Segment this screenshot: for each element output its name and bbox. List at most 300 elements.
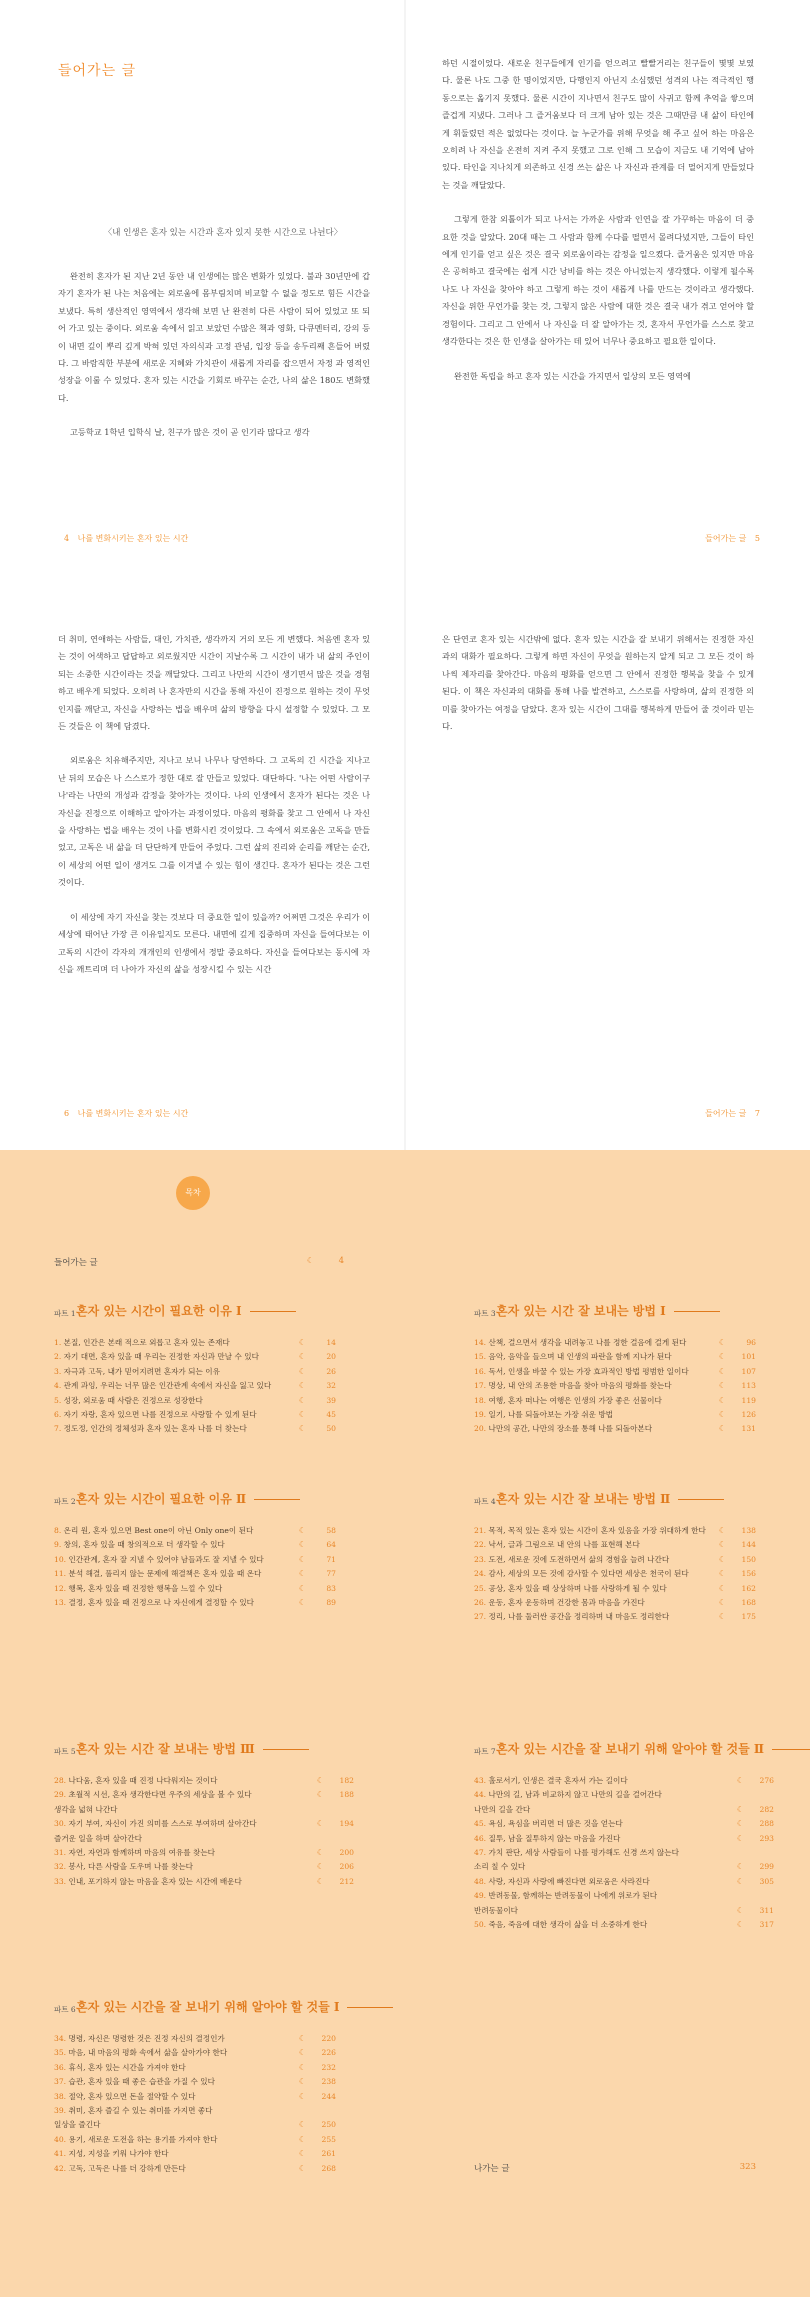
toc-entry[interactable] bbox=[474, 1817, 774, 1831]
entry-title: 초월적 시선, 혼자 생각한다면 우주의 세상을 볼 수 있다 bbox=[68, 1790, 252, 1800]
entry-title: 지성, 지성을 키워 나가야 한다 bbox=[68, 2149, 169, 2159]
toc-intro-entry[interactable] bbox=[54, 1256, 344, 1268]
moon-icon: ☾ bbox=[316, 1819, 324, 1829]
entry-page: 244 bbox=[321, 2091, 336, 2101]
moon-icon: ☾ bbox=[736, 1905, 744, 1915]
part-number: 파트 2 bbox=[54, 1497, 76, 1506]
paragraph: 더 취미, 연애하는 사람들, 대인, 가치관, 생각까지 거의 모든 게 변했다. 처음엔 혼자 있는 것이 어색하고 답답하고 외로웠지만 시간이 지날수록 그 시간이 내가 내 삶의 주인이 되는 소중한 시간이라는 것을 깨달았다. 그리고 나만의 시간이 생기면서 많은 것을 경험하고 배우게 되었다. 오히려 나 혼자만의 시간을 통해 자신이 진정으로 원하는 것이 무엇인지를 깨닫고, 자신을 사랑하는 법을 배우며 삶의 방향을 다시 설정할 수 있었다. 그 모든 것들은 이 책에 담겼다. bbox=[58, 634, 370, 732]
entry-page: 64 bbox=[326, 1540, 336, 1550]
moon-icon: ☾ bbox=[718, 1597, 726, 1607]
body-text bbox=[442, 55, 754, 385]
entry-number: 28. bbox=[54, 1776, 67, 1785]
entry-title: 즐거운 일을 하며 살아간다 bbox=[54, 1833, 142, 1843]
toc-entry[interactable] bbox=[54, 2046, 336, 2060]
entry-number: 18. bbox=[474, 1395, 487, 1405]
entry-number: 38. bbox=[54, 2091, 67, 2101]
entry-page: 182 bbox=[339, 1776, 354, 1785]
entry-number: 32. bbox=[54, 1862, 67, 1872]
moon-icon: ☾ bbox=[718, 1526, 726, 1535]
entry-number: 31. bbox=[54, 1847, 67, 1857]
entry-number: 21. bbox=[474, 1526, 487, 1535]
entry-list bbox=[474, 1336, 756, 1437]
entry-number: 47. bbox=[474, 1847, 487, 1857]
moon-icon: ☾ bbox=[298, 1366, 306, 1376]
entry-title: 여행, 혼자 떠나는 여행은 인생의 가장 좋은 선물이다 bbox=[488, 1395, 662, 1405]
entry-label: 들어가는 글 bbox=[54, 1258, 98, 1268]
moon-icon: ☾ bbox=[298, 2034, 306, 2043]
entry-page: 83 bbox=[326, 1583, 336, 1593]
toc-entry[interactable] bbox=[474, 1875, 774, 1889]
entry-number: 25. bbox=[474, 1583, 487, 1593]
moon-icon: ☾ bbox=[298, 1395, 306, 1405]
moon-icon: ☾ bbox=[718, 1409, 726, 1419]
moon-icon: ☾ bbox=[298, 1540, 306, 1550]
moon-icon: ☾ bbox=[298, 1409, 306, 1419]
moon-icon: ☾ bbox=[718, 1395, 726, 1405]
moon-icon: ☾ bbox=[736, 1833, 744, 1843]
toc-entry[interactable] bbox=[54, 1538, 336, 1552]
title-rule bbox=[250, 1311, 296, 1312]
entry-number: 43. bbox=[474, 1776, 487, 1785]
title-rule bbox=[678, 1499, 724, 1500]
entry-number: 16. bbox=[474, 1366, 487, 1376]
entry-title: 성장, 외로움 때 사람은 진정으로 성장한다 bbox=[63, 1395, 203, 1405]
entry-number: 40. bbox=[54, 2134, 67, 2144]
toc-entry[interactable] bbox=[474, 1408, 756, 1422]
entry-title: 인간관계, 혼자 잘 지낼 수 있어야 남들과도 잘 지낼 수 있다 bbox=[68, 1554, 264, 1564]
moon-icon: ☾ bbox=[736, 1919, 744, 1929]
toc-entry[interactable] bbox=[54, 1582, 336, 1596]
entry-number: 6. bbox=[54, 1409, 62, 1419]
moon-icon: ☾ bbox=[316, 1790, 324, 1800]
footer-text: 나를 변화시키는 혼자 있는 시간 bbox=[77, 1109, 189, 1118]
part-number: 파트 7 bbox=[474, 1747, 496, 1756]
toc-entry[interactable] bbox=[54, 1567, 336, 1581]
entry-number: 4. bbox=[54, 1381, 62, 1391]
moon-icon: ☾ bbox=[298, 1526, 306, 1535]
entry-page: 311 bbox=[759, 1905, 774, 1915]
toc-entry[interactable] bbox=[54, 2075, 336, 2089]
toc-part-7 bbox=[474, 1740, 774, 1932]
entry-list bbox=[54, 1524, 336, 1610]
entry-number: 3. bbox=[54, 1366, 62, 1376]
entry-page: 175 bbox=[741, 1612, 756, 1622]
part-number: 파트 3 bbox=[474, 1309, 496, 1318]
entry-number: 27. bbox=[474, 1612, 487, 1622]
title-rule bbox=[772, 1749, 810, 1750]
entry-title: 습관, 혼자 있을 때 좋은 습관을 가질 수 있다 bbox=[68, 2077, 215, 2087]
entry-number: 33. bbox=[54, 1876, 67, 1886]
toc-entry[interactable] bbox=[474, 1918, 774, 1932]
toc-entry[interactable] bbox=[474, 1553, 756, 1567]
entry-page: 162 bbox=[741, 1583, 756, 1593]
entry-list bbox=[54, 2032, 336, 2176]
toc-entry[interactable] bbox=[54, 1832, 354, 1846]
entry-page: 39 bbox=[326, 1395, 336, 1405]
moon-icon: ☾ bbox=[306, 1256, 314, 1265]
page-6 bbox=[0, 575, 404, 1150]
toc-entry[interactable] bbox=[474, 1596, 756, 1610]
entry-number: 20. bbox=[474, 1424, 487, 1434]
moon-icon: ☾ bbox=[298, 1381, 306, 1391]
entry-page: 77 bbox=[326, 1569, 336, 1579]
entry-number: 50. bbox=[474, 1919, 487, 1929]
entry-title: 명령, 자신은 명령한 것은 진정 자신의 결정인가 bbox=[68, 2034, 225, 2043]
page-number: 7 bbox=[754, 1109, 760, 1118]
toc-entry[interactable] bbox=[474, 1788, 774, 1802]
paragraph: 은 단연코 혼자 있는 시간밖에 없다. 혼자 있는 시간을 잘 보내기 위해서는 진정한 자신과의 대화가 필요하다. 그렇게 하면 자신이 무엇을 원하는지 알게 되고 그 모든 것이 하나씩 제자리를 찾아간다. 마음의 평화를 얻으면 그 안에서 진정한 행복을 찾을 수 있게 된다. 이 책은 자신과의 대화를 통해 나를 발견하고, 스스로를 사랑하며, 삶의 진정한 의미를 찾아가는 여정을 담았다. 혼자 있는 시간이 그대를 행복하게 만들어 줄 것이라 믿는다. bbox=[442, 634, 754, 732]
entry-page: 276 bbox=[759, 1776, 774, 1785]
entry-title: 정리, 나를 둘러싼 공간을 정리하며 내 마음도 정리한다 bbox=[488, 1612, 670, 1622]
toc-entry[interactable] bbox=[54, 2147, 336, 2161]
entry-title: 취미, 혼자 즐길 수 있는 취미를 가지면 좋다 bbox=[68, 2105, 213, 2115]
moon-icon: ☾ bbox=[298, 2163, 306, 2173]
toc-entry[interactable] bbox=[54, 2118, 336, 2132]
entry-page: 14 bbox=[326, 1338, 336, 1347]
entry-list bbox=[54, 1774, 354, 1889]
entry-number: 29. bbox=[54, 1790, 67, 1800]
entry-title: 감사, 세상의 모든 것에 감사할 수 있다면 세상은 천국이 된다 bbox=[488, 1569, 689, 1579]
moon-icon: ☾ bbox=[298, 2062, 306, 2072]
entry-title: 생각을 넓혀 나간다 bbox=[54, 1804, 118, 1814]
toc-entry[interactable] bbox=[474, 1394, 756, 1408]
toc-entry[interactable] bbox=[54, 1408, 336, 1422]
entry-page: 317 bbox=[759, 1919, 774, 1929]
part-title-text: 혼자 있는 시간이 필요한 이유 Ⅱ bbox=[76, 1492, 247, 1506]
part-header bbox=[474, 1490, 756, 1512]
toc-entry[interactable] bbox=[54, 1860, 354, 1874]
entry-page: 26 bbox=[326, 1366, 336, 1376]
part-title bbox=[496, 1740, 810, 1757]
entry-page: 107 bbox=[741, 1366, 756, 1376]
entry-title: 일기, 나를 되돌아보는 가장 쉬운 방법 bbox=[488, 1409, 614, 1419]
toc-part-1 bbox=[54, 1302, 336, 1437]
toc-entry[interactable] bbox=[54, 2104, 336, 2118]
page-7 bbox=[406, 575, 810, 1150]
toc-entry[interactable] bbox=[54, 1774, 354, 1788]
entry-page: 305 bbox=[759, 1876, 774, 1886]
toc-badge: 목차 bbox=[176, 1176, 210, 1210]
toc-entry[interactable] bbox=[54, 1596, 336, 1610]
moon-icon: ☾ bbox=[298, 1338, 306, 1347]
page-footer bbox=[58, 533, 188, 544]
entry-page: 4 bbox=[338, 1256, 344, 1266]
entry-number: 17. bbox=[474, 1381, 487, 1391]
body-text bbox=[58, 268, 370, 442]
entry-title: 사랑, 자신과 사랑에 빠진다면 외로움은 사라진다 bbox=[488, 1876, 650, 1886]
entry-title: 목적, 목적 있는 혼자 있는 시간이 혼자 있음을 가장 위대하게 한다 bbox=[488, 1526, 706, 1535]
entry-title: 명상, 내 안의 조용한 마음을 찾아 마음의 평화를 찾는다 bbox=[488, 1381, 672, 1391]
toc-part-5 bbox=[54, 1740, 354, 1889]
entry-number: 30. bbox=[54, 1819, 67, 1829]
moon-icon: ☾ bbox=[736, 1819, 744, 1829]
toc-part-4 bbox=[474, 1490, 756, 1625]
toc-entry[interactable] bbox=[54, 1817, 354, 1831]
entry-number: 46. bbox=[474, 1833, 487, 1843]
toc-entry[interactable] bbox=[474, 1860, 774, 1874]
entry-page: 138 bbox=[741, 1526, 756, 1535]
moon-icon: ☾ bbox=[316, 1862, 324, 1872]
moon-icon: ☾ bbox=[718, 1352, 726, 1362]
entry-number: 2. bbox=[54, 1352, 62, 1362]
page-footer bbox=[705, 533, 766, 544]
toc-entry[interactable] bbox=[54, 1788, 354, 1802]
part-title bbox=[76, 1998, 393, 2015]
toc-part-3 bbox=[474, 1302, 756, 1437]
toc-entry[interactable] bbox=[474, 1803, 774, 1817]
moon-icon: ☾ bbox=[736, 1776, 744, 1785]
entry-page: 206 bbox=[339, 1862, 354, 1872]
entry-title: 공상, 혼자 있을 때 상상하며 나를 사랑하게 될 수 있다 bbox=[488, 1583, 667, 1593]
entry-number: 13. bbox=[54, 1597, 67, 1607]
toc-entry[interactable] bbox=[474, 1567, 756, 1581]
entry-page: 226 bbox=[321, 2048, 336, 2058]
entry-page: 58 bbox=[326, 1526, 336, 1535]
moon-icon: ☾ bbox=[298, 2091, 306, 2101]
entry-number: 42. bbox=[54, 2163, 67, 2173]
toc-entry[interactable] bbox=[474, 1846, 774, 1860]
spread-2 bbox=[0, 575, 810, 1150]
entry-page: 144 bbox=[741, 1540, 756, 1550]
entry-page: 250 bbox=[321, 2120, 336, 2130]
entry-page: 45 bbox=[326, 1409, 336, 1419]
entry-page: 261 bbox=[321, 2149, 336, 2159]
moon-icon: ☾ bbox=[718, 1424, 726, 1434]
toc-part-2 bbox=[54, 1490, 336, 1610]
entry-page: 101 bbox=[741, 1352, 756, 1362]
toc-entry[interactable] bbox=[474, 1379, 756, 1393]
toc-entry[interactable] bbox=[54, 1365, 336, 1379]
toc-entry[interactable] bbox=[54, 2133, 336, 2147]
part-title bbox=[76, 1490, 300, 1507]
toc-entry[interactable] bbox=[54, 1379, 336, 1393]
part-header bbox=[54, 1302, 336, 1324]
page-subtitle: 〈내 인생은 혼자 있는 시간과 혼자 있지 못한 시간으로 나뉜다〉 bbox=[103, 228, 343, 238]
page-footer bbox=[58, 1108, 188, 1119]
toc-entry[interactable] bbox=[54, 2090, 336, 2104]
toc-entry[interactable] bbox=[474, 1365, 756, 1379]
entry-number: 36. bbox=[54, 2062, 67, 2072]
toc-entry[interactable] bbox=[54, 1803, 354, 1817]
moon-icon: ☾ bbox=[316, 1876, 324, 1886]
moon-icon: ☾ bbox=[316, 1776, 324, 1785]
entry-title: 온리 원, 혼자 있으면 Best one이 아닌 Only one이 된다 bbox=[63, 1526, 254, 1535]
toc-entry[interactable] bbox=[54, 1875, 354, 1889]
footer-text: 나를 변화시키는 혼자 있는 시간 bbox=[77, 534, 189, 543]
entry-title: 자기 대면, 혼자 있을 때 우리는 진정한 자신과 만날 수 있다 bbox=[63, 1352, 259, 1362]
entry-page: 293 bbox=[759, 1833, 774, 1843]
entry-page: 299 bbox=[759, 1862, 774, 1872]
entry-title: 낙서, 글과 그림으로 내 안의 나를 표현해 본다 bbox=[488, 1540, 640, 1550]
toc-entry[interactable] bbox=[54, 1524, 336, 1538]
entry-title: 본질, 인간은 본래 적으로 외롭고 혼자 있는 존재다 bbox=[63, 1338, 230, 1347]
toc-entry[interactable] bbox=[474, 1832, 774, 1846]
entry-page: 126 bbox=[741, 1409, 756, 1419]
entry-title: 고독, 고독은 나를 더 강하게 만든다 bbox=[68, 2163, 186, 2173]
page-footer bbox=[705, 1108, 766, 1119]
entry-number: 24. bbox=[474, 1569, 487, 1579]
entry-page: 131 bbox=[741, 1424, 756, 1434]
entry-number: 11. bbox=[54, 1569, 67, 1579]
spread-1 bbox=[0, 0, 810, 575]
part-number: 파트 6 bbox=[54, 2005, 76, 2014]
part-number: 파트 5 bbox=[54, 1747, 76, 1756]
entry-title: 휴식, 혼자 있는 시간을 가져야 한다 bbox=[68, 2062, 186, 2072]
toc-entry[interactable] bbox=[474, 1422, 756, 1436]
entry-number: 39. bbox=[54, 2105, 67, 2115]
toc-entry[interactable] bbox=[54, 1846, 354, 1860]
toc-entry[interactable] bbox=[54, 1336, 336, 1350]
entry-number: 26. bbox=[474, 1597, 487, 1607]
body-text bbox=[58, 631, 370, 978]
entry-page: 50 bbox=[326, 1424, 336, 1434]
page-4 bbox=[0, 0, 404, 575]
moon-icon: ☾ bbox=[718, 1612, 726, 1622]
part-title-text: 혼자 있는 시간 잘 보내는 방법 Ⅱ bbox=[496, 1492, 671, 1506]
entry-number: 15. bbox=[474, 1352, 487, 1362]
page-number: 5 bbox=[754, 534, 760, 543]
part-title bbox=[496, 1490, 724, 1507]
page-5 bbox=[406, 0, 810, 575]
part-title-text: 혼자 있는 시간이 필요한 이유 Ⅰ bbox=[76, 1304, 242, 1318]
entry-title: 반려동물이다 bbox=[474, 1905, 519, 1915]
entry-page: 20 bbox=[326, 1352, 336, 1362]
entry-number: 49. bbox=[474, 1891, 487, 1901]
moon-icon: ☾ bbox=[298, 1352, 306, 1362]
moon-icon: ☾ bbox=[298, 1554, 306, 1564]
entry-title: 관계 과잉, 우리는 너무 많은 인간관계 속에서 자신을 잃고 있다 bbox=[63, 1381, 272, 1391]
moon-icon: ☾ bbox=[718, 1583, 726, 1593]
entry-title: 자연, 자연과 함께하며 마음의 여유를 찾는다 bbox=[68, 1847, 216, 1857]
toc-entry[interactable] bbox=[474, 1336, 756, 1350]
page-title: 들어가는 글 bbox=[58, 63, 137, 79]
part-header bbox=[474, 1302, 756, 1324]
moon-icon: ☾ bbox=[298, 1424, 306, 1434]
entry-title: 분석 해결, 풀리지 않는 문제에 해결책은 혼자 있을 때 온다 bbox=[68, 1569, 262, 1579]
entry-title: 용기, 새로운 도전을 하는 용기를 가져야 한다 bbox=[68, 2134, 218, 2144]
entry-page: 119 bbox=[741, 1395, 756, 1405]
entry-title: 인내, 포기하지 않는 마음을 혼자 있는 시간에 배운다 bbox=[68, 1876, 242, 1886]
entry-title: 나만의 공간, 나만의 장소를 통해 나를 되돌아본다 bbox=[488, 1424, 653, 1434]
entry-page: 282 bbox=[759, 1804, 774, 1814]
entry-title: 산책, 걸으면서 생각을 내려놓고 나를 정한 걸음에 걸게 된다 bbox=[488, 1338, 687, 1347]
entry-number: 45. bbox=[474, 1819, 487, 1829]
moon-icon: ☾ bbox=[736, 1862, 744, 1872]
entry-number: 8. bbox=[54, 1526, 62, 1535]
entry-number: 48. bbox=[474, 1876, 487, 1886]
toc-entry[interactable] bbox=[54, 2032, 336, 2046]
entry-number: 41. bbox=[54, 2149, 67, 2159]
part-title-text: 혼자 있는 시간 잘 보내는 방법 Ⅲ bbox=[76, 1742, 255, 1756]
entry-number: 19. bbox=[474, 1409, 487, 1419]
moon-icon: ☾ bbox=[298, 2134, 306, 2144]
entry-page: 89 bbox=[326, 1597, 336, 1607]
toc-entry[interactable] bbox=[474, 1889, 774, 1903]
moon-icon: ☾ bbox=[298, 2077, 306, 2087]
paragraph: 하던 시절이었다. 새로운 친구들에게 인기를 얻으려고 빨빨거리는 친구들이 몇몇 보였다. 물론 나도 그중 한 명이었지만, 다행인지 아닌지 소심했던 성격의 나는 적극적인 행동으로는 옮기지 못했다. 물론 시간이 지나면서 친구도 많이 사귀고 함께 추억을 쌓으며 즐겁게 지냈다. 그러나 그 즐거움보다 더 크게 남아 있는 것은 그때만큼 내 삶이 타인에게 휘둘렸던 적은 없었다는 것이다. 늘 누군가를 위해 무엇을 해 주고 싶어 하는 마음은 오히려 나 자신을 온전히 지켜 주지 못했고 그로 인해 그 모습이 지금도 내 기억에 남아 있다. 타인을 지나치게 의존하고 신경 쓰는 삶은 나 자신과 관계를 더 멀어지게 만들었다는 것을 깨달았다. bbox=[442, 58, 754, 190]
paragraph: 외로움은 치유해주지만, 지나고 보니 나무나 당연하다. 그 고독의 긴 시간을 지나고 난 뒤의 모습은 나 스스로가 정한 대로 잘 만들고 있었다. 대단하다. '나는 어떤 사람이구나'라는 나만의 개성과 감정을 찾아가는 것이다. 나의 인생에서 혼자가 된다는 것은 나 자신을 진정으로 이해하고 알아가는 과정이었다. 마음의 평화를 찾고 그 안에서 나 자신을 사랑하는 법을 배우는 것이 나를 변화시킨 것이었다. 그 속에서 외로움은 고독을 만들었고, 고독은 내 삶을 더 단단하게 만들어 주었다. 그런 삶의 진리와 순리를 깨닫는 순간, 이 세상의 어떤 일이 생겨도 그를 이겨낼 수 있는 힘이 생긴다. 혼자가 된다는 것은 그런 것이다. bbox=[58, 755, 370, 888]
part-header bbox=[54, 1490, 336, 1512]
toc-entry[interactable] bbox=[54, 1553, 336, 1567]
entry-title: 죽음, 죽음에 대한 생각이 삶을 더 소중하게 한다 bbox=[488, 1919, 648, 1929]
entry-number: 14. bbox=[474, 1338, 487, 1347]
entry-page: 168 bbox=[741, 1597, 756, 1607]
part-header bbox=[54, 1998, 340, 2020]
title-rule bbox=[263, 1749, 309, 1750]
entry-number: 9. bbox=[54, 1540, 62, 1550]
toc-entry[interactable] bbox=[474, 1610, 756, 1624]
toc-entry[interactable] bbox=[474, 1904, 774, 1918]
footer-text: 들어가는 글 bbox=[705, 1109, 747, 1118]
page-number: 4 bbox=[64, 534, 70, 543]
toc-entry[interactable] bbox=[54, 1422, 336, 1436]
entry-page: 288 bbox=[759, 1819, 774, 1829]
entry-number: 12. bbox=[54, 1583, 67, 1593]
toc-entry[interactable] bbox=[474, 1350, 756, 1364]
entry-number: 35. bbox=[54, 2048, 67, 2058]
moon-icon: ☾ bbox=[718, 1381, 726, 1391]
moon-icon: ☾ bbox=[718, 1366, 726, 1376]
toc-entry[interactable] bbox=[474, 1524, 756, 1538]
toc-entry[interactable] bbox=[54, 2162, 336, 2176]
entry-title: 질투, 남을 질투하지 않는 마음을 가진다 bbox=[488, 1833, 621, 1843]
entry-title: 운동, 혼자 운동하며 건강한 몸과 마음을 가진다 bbox=[488, 1597, 645, 1607]
part-title-text: 혼자 있는 시간 잘 보내는 방법 Ⅰ bbox=[496, 1304, 666, 1318]
toc-outro-entry[interactable] bbox=[474, 2162, 756, 2174]
entry-page: 194 bbox=[339, 1819, 354, 1829]
toc-entry[interactable] bbox=[54, 1350, 336, 1364]
toc-entry[interactable] bbox=[474, 1538, 756, 1552]
title-rule bbox=[674, 1311, 720, 1312]
entry-title: 봉사, 다른 사람을 도우며 나를 찾는다 bbox=[68, 1862, 194, 1872]
entry-title: 독서, 인생을 바꿀 수 있는 가장 효과적인 방법 평범한 일이다 bbox=[488, 1366, 689, 1376]
entry-page: 232 bbox=[321, 2062, 336, 2072]
paragraph: 그렇게 한참 외톨이가 되고 나서는 가까운 사람과 인연을 잘 가꾸하는 마음이 더 중요한 것을 알았다. 20대 때는 그 사람과 함께 수다를 떨면서 몰려다녔지만, 그들이 타인에게 인기를 얻고 싶은 것은 결국 외로움이라는 감정을 일으켰다. 즐거움은 있지만 마음은 공허하고 결국에는 쉽게 시간 낭비를 하는 것은 아니었는지 생각했다. 이렇게 될수록 나도 나 자신을 찾아야 하고 그렇게 하는 것이 새롭게 나를 만드는 것이라고 생각했다. 자신을 위한 무언가를 찾는 것, 그렇지 않은 사람에 대한 것은 결국 내가 겪고 얻어야 할 경험이다. 그리고 그 안에서 나 자신을 더 잘 알아가는 것, 혼자서 무언가를 스스로 찾고 생각한다는 것은 한 인생을 살아가는 데 있어 너무나 중요하고 필요한 일이다. bbox=[442, 214, 754, 347]
page-number: 6 bbox=[64, 1109, 70, 1118]
entry-title: 창의, 혼자 있을 때 창의적으로 더 생각할 수 있다 bbox=[63, 1540, 225, 1550]
entry-label: 나가는 글 bbox=[474, 2164, 510, 2174]
paragraph: 완전한 독립을 하고 혼자 있는 시간을 가지면서 일상의 모든 영역에 bbox=[454, 370, 691, 381]
entry-number: 1. bbox=[54, 1338, 62, 1347]
toc-entry[interactable] bbox=[54, 1394, 336, 1408]
entry-title: 자극과 고독, 내가 믿어지려면 혼자가 되는 이유 bbox=[63, 1366, 220, 1376]
entry-number: 23. bbox=[474, 1554, 487, 1564]
table-of-contents bbox=[0, 1150, 810, 2297]
moon-icon: ☾ bbox=[298, 1583, 306, 1593]
entry-number: 34. bbox=[54, 2034, 67, 2043]
entry-list bbox=[54, 1336, 336, 1437]
part-title-text: 혼자 있는 시간을 잘 보내기 위해 알아야 할 것들 Ⅱ bbox=[496, 1742, 764, 1756]
entry-page: 200 bbox=[339, 1847, 354, 1857]
moon-icon: ☾ bbox=[298, 2120, 306, 2130]
moon-icon: ☾ bbox=[718, 1554, 726, 1564]
moon-icon: ☾ bbox=[316, 1847, 324, 1857]
toc-entry[interactable] bbox=[474, 1774, 774, 1788]
entry-title: 반려동물, 함께하는 반려동물이 나에게 위로가 된다 bbox=[488, 1891, 658, 1901]
entry-number: 44. bbox=[474, 1790, 487, 1800]
toc-entry[interactable] bbox=[474, 1582, 756, 1596]
moon-icon: ☾ bbox=[298, 1597, 306, 1607]
entry-title: 자기 부여, 자신이 가진 의미를 스스로 부여하며 살아간다 bbox=[68, 1819, 257, 1829]
moon-icon: ☾ bbox=[736, 1876, 744, 1886]
part-title bbox=[76, 1302, 296, 1319]
toc-entry[interactable] bbox=[54, 2061, 336, 2075]
paragraph: 이 세상에 자기 자신을 찾는 것보다 더 중요한 일이 있을까? 어쩌면 그것은 우리가 이 세상에 태어난 가장 큰 이유일지도 모른다. 내면에 깊게 집중하며 자신을 들여다보는 이 고독의 시간이 각자의 개개인의 인생에서 정말 중요하다. 자신을 들여다보는 동시에 자신을 깨트리며 더 나아가 자신의 삶을 성장시킬 수 있는 시간 bbox=[58, 911, 370, 974]
entry-page: 71 bbox=[326, 1554, 336, 1564]
entry-title: 자기 자랑, 혼자 있으면 나를 진정으로 사랑할 수 있게 된다 bbox=[63, 1409, 257, 1419]
part-header bbox=[54, 1740, 354, 1762]
entry-page: 32 bbox=[326, 1381, 336, 1391]
